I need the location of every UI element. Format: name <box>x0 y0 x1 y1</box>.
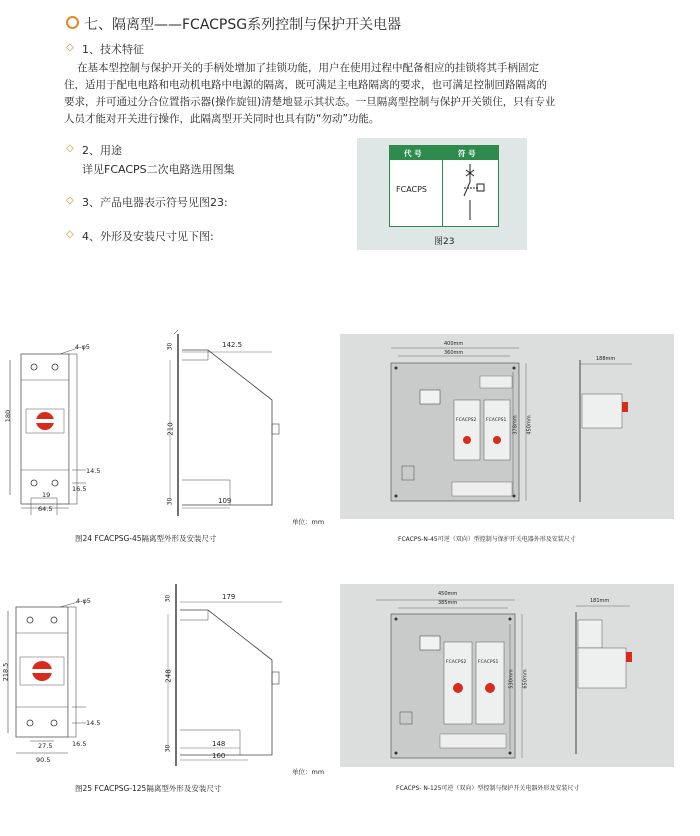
col-symbol-label: 符 号 <box>458 149 476 158</box>
fig25-side-base1-label: 148 <box>212 740 226 748</box>
table-divider <box>442 160 443 226</box>
dimensions-ref-heading: 4、外形及安装尺寸见下图: <box>82 230 214 243</box>
features-line: 住，适用于配电电路和电动机电路中电源的隔离，既可满足主电路隔离的要求，也可满足控制回路隔离的 <box>64 79 547 91</box>
symbol-table-header <box>390 146 498 160</box>
panel45-h-outer: 450mm <box>526 415 533 435</box>
fig24-side-base-label: 109 <box>218 497 232 505</box>
features-heading: 1、技术特征 <box>82 43 144 56</box>
section-bullet-icon <box>66 16 79 29</box>
fig25-side-view <box>160 580 330 770</box>
symbol-ref-heading: 3、产品电器表示符号见图23: <box>82 196 228 209</box>
fig24-caption: 图24 FCACPSG-45隔离型外形及安装尺寸 <box>75 534 217 543</box>
usage-heading: 2、用途 <box>82 144 122 157</box>
symbol-table <box>389 145 499 227</box>
fig25-d1-label: 14.5 <box>86 719 101 727</box>
fig24-front-view <box>0 330 120 520</box>
panel45-w-outer: 400mm <box>444 341 464 347</box>
symbol-code: FCACPS <box>396 185 428 194</box>
fig24-w1-label: 19 <box>42 491 51 499</box>
fig25-front-view <box>0 595 120 765</box>
fig24-height-label: 180 <box>4 409 13 423</box>
panel125-unit-b: FCACPS1 <box>478 660 499 665</box>
panel125-depth: 181mm <box>590 598 610 604</box>
diamond-bullet-icon: ◇ <box>66 195 74 206</box>
col-code-label: 代 号 <box>404 149 422 158</box>
fig25-w2-label: 90.5 <box>36 756 51 764</box>
diamond-bullet-icon: ◇ <box>66 42 74 53</box>
panel45-h-inner: 378mm <box>512 415 519 435</box>
panel45-unit-b: FCACPS1 <box>486 418 507 423</box>
symbol-figure <box>357 138 527 250</box>
fig25-side-top-offset: 30 <box>164 594 172 603</box>
panel125-caption: FCACPS- N-125可逆（双向）型控制与保护开关电器外形及安装尺寸 <box>396 785 580 792</box>
panel125-w-outer: 450mm <box>438 591 458 597</box>
diamond-bullet-icon: ◇ <box>66 143 74 154</box>
panel125-figure <box>340 584 674 767</box>
features-line: 要求，并可通过分合位置指示器(操作旋钮)清楚地显示其状态。一旦隔离型控制与保护开关锁住，只有专业 <box>64 96 556 108</box>
fig25-side-bottom-offset: 30 <box>164 744 172 753</box>
fig24-unit: 单位：mm <box>292 518 325 526</box>
fig24-side-top-offset: 30 <box>166 342 174 351</box>
fig24-w2-label: 64.5 <box>38 505 53 513</box>
fig25-hole-label: 4-φ5 <box>76 597 91 605</box>
fig24-side-top-label: 142.5 <box>222 341 243 349</box>
panel125-unit-a: FCACPS2 <box>446 660 467 665</box>
fig25-side-top-label: 179 <box>222 593 236 601</box>
fig24-d1-label: 14.5 <box>86 467 101 475</box>
symbol-caption: 图23 <box>434 237 455 247</box>
panel45-figure <box>340 334 674 519</box>
fig25-side-height-label: 248 <box>164 669 173 683</box>
panel45-w-inner: 360mm <box>444 350 464 356</box>
panel45-drawing <box>340 334 674 519</box>
fig25-d2-label: 16.5 <box>72 740 87 748</box>
fig24-d2-label: 16.5 <box>72 485 87 493</box>
panel125-h-outer: 650mm <box>522 669 529 689</box>
panel45-depth: 188mm <box>596 356 616 362</box>
switch-symbol-icon <box>448 162 494 224</box>
features-paragraph <box>64 60 624 128</box>
diamond-bullet-icon: ◇ <box>66 229 74 240</box>
fig25-side-base2-label: 160 <box>212 752 226 760</box>
fig24-side-view <box>160 330 320 520</box>
fig24-side-height-label: 210 <box>166 422 175 436</box>
fig25-height-label: 218.5 <box>1 662 10 682</box>
panel125-h-inner: 530mm <box>508 669 515 689</box>
features-line: 人员才能对开关进行操作，此隔离型开关同时也具有防“勿动”功能。 <box>64 113 380 125</box>
panel125-w-inner: 385mm <box>438 600 458 606</box>
features-line: 在基本型控制与保护开关的手柄处增加了挂锁功能，用户在使用过程中配备相应的挂锁将其手柄固定 <box>77 62 539 74</box>
panel45-caption: FCACPS-N-45可逆（双向）型控制与保护开关电器外形及安装尺寸 <box>398 536 576 543</box>
fig25-w1-label: 27.5 <box>38 742 53 750</box>
fig25-caption: 图25 FCACPSG-125隔离型外形及安装尺寸 <box>75 784 222 793</box>
panel45-unit-a: FCACPS2 <box>456 418 477 423</box>
fig24-hole-label: 4-φ5 <box>75 343 90 351</box>
usage-text: 详见FCACPS二次电路选用图集 <box>82 163 235 176</box>
section-title: 七、隔离型——FCACPSG系列控制与保护开关电器 <box>84 17 402 33</box>
fig25-unit: 单位：mm <box>292 768 325 776</box>
fig24-side-bottom-offset: 30 <box>166 497 174 506</box>
panel125-drawing <box>340 584 674 767</box>
